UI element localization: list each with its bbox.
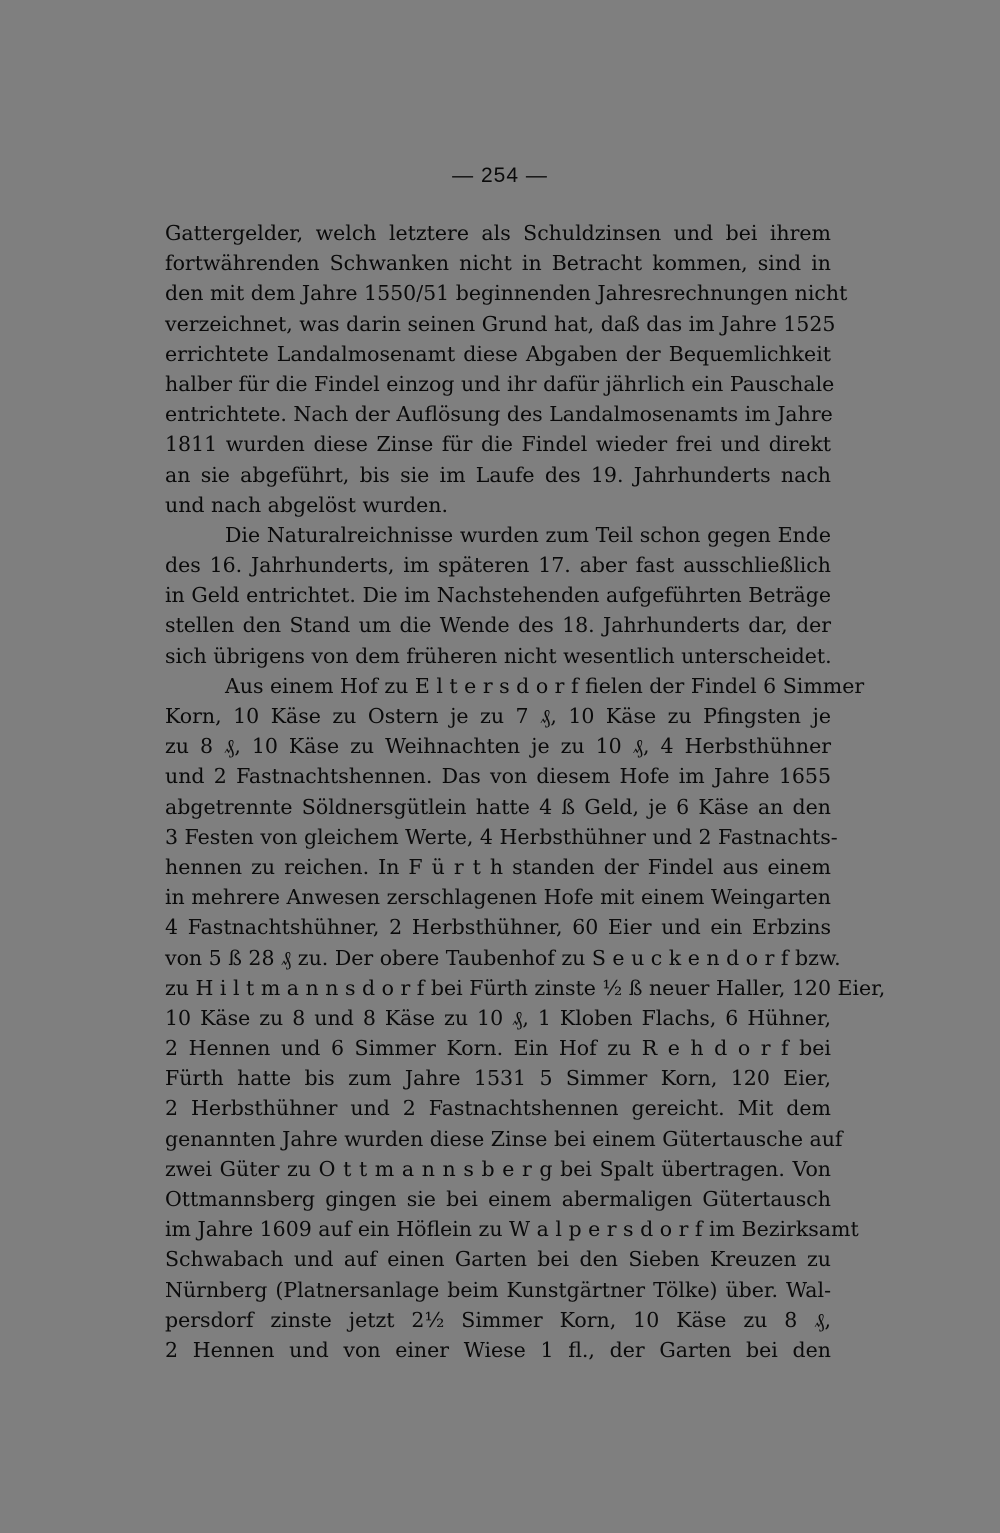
text-line: halber für die Findel einzog und ihr dafür jährlich ein Pauschale xyxy=(165,371,835,396)
text-line: Gattergelder, welch letztere als Schuldzinsen und bei ihrem xyxy=(165,221,831,245)
text-line: errichtete Landalmosenamt diese Abgaben der Bequemlichkeit xyxy=(165,341,831,366)
text-line: stellen den Stand um die Wende des 18. Jahrhunderts dar, der xyxy=(165,613,831,638)
text-line: 1811 wurden diese Zinse für die Findel wieder frei und direkt xyxy=(165,432,831,457)
text-line: im Jahre 1609 auf ein Höflein zu W a l p e r s d o r f im Bezirksamt xyxy=(165,1217,859,1242)
text-line: 4 Fastnachtshühner, 2 Herbsthühner, 60 Eier und ein Erbzins xyxy=(165,915,831,940)
page-number: — 254 — xyxy=(452,164,548,187)
text-line: den mit dem Jahre 1550/51 beginnenden Jahresrechnungen nicht xyxy=(165,281,848,306)
text-line: sich übrigens von dem früheren nicht wesentlich unterscheidet. xyxy=(165,643,832,668)
body-text xyxy=(165,218,886,1365)
text-line: des 16. Jahrhunderts, im späteren 17. aber fast ausschließlich xyxy=(165,553,831,578)
text-line: an sie abgeführt, bis sie im Laufe des 19. Jahrhunderts nach xyxy=(165,462,831,487)
text-line: zwei Güter zu O t t m a n n s b e r g bei Spalt übertragen. Von xyxy=(165,1156,831,1181)
text-line: hennen zu reichen. In F ü r t h standen der Findel aus einem xyxy=(165,854,831,879)
text-line: 2 Herbsthühner und 2 Fastnachtshennen gereicht. Mit dem xyxy=(165,1096,831,1121)
text-line: in mehrere Anwesen zerschlagenen Hofe mit einem Weingarten xyxy=(165,885,831,910)
text-line: verzeichnet, was darin seinen Grund hat, daß das im Jahre 1525 xyxy=(165,311,836,336)
text-line: und 2 Fastnachtshennen. Das von diesem Hofe im Jahre 1655 xyxy=(165,764,831,789)
text-line: 3 Festen von gleichem Werte, 4 Herbsthühner und 2 Fastnachts- xyxy=(165,824,838,849)
text-line: in Geld entrichtet. Die im Nachstehenden aufgeführten Beträge xyxy=(165,583,831,608)
text-line: Korn, 10 Käse zu Ostern je zu 7 ₰, 10 Käse zu Pfingsten je xyxy=(165,704,831,728)
text-line: Ottmannsberg gingen sie bei einem abermaligen Gütertausch xyxy=(165,1187,831,1211)
text-line: persdorf zinste jetzt 2½ Simmer Korn, 10 Käse zu 8 ₰, xyxy=(165,1307,831,1332)
text-line: Fürth hatte bis zum Jahre 1531 5 Simmer Korn, 120 Eier, xyxy=(165,1066,831,1091)
text-line: Die Naturalreichnisse wurden zum Teil schon gegen Ende xyxy=(225,522,831,547)
text-line: und nach abgelöst wurden. xyxy=(165,492,448,517)
text-line: Aus einem Hof zu E l t e r s d o r f fielen der Findel 6 Simmer xyxy=(225,673,865,698)
text-line: von 5 ß 28 ₰ zu. Der obere Taubenhof zu S e u c k e n d o r f bzw. xyxy=(165,945,841,970)
text-line: fortwährenden Schwanken nicht in Betracht kommen, sind in xyxy=(165,251,831,276)
text-line: 2 Hennen und von einer Wiese 1 fl., der Garten bei den xyxy=(165,1337,831,1362)
text-line: abgetrennte Söldnersgütlein hatte 4 ß Geld, je 6 Käse an den xyxy=(165,794,831,819)
text-line: genannten Jahre wurden diese Zinse bei einem Gütertausche auf xyxy=(165,1126,843,1151)
text-line: 10 Käse zu 8 und 8 Käse zu 10 ₰, 1 Kloben Flachs, 6 Hühner, xyxy=(165,1005,831,1030)
text-line: zu H i l t m a n n s d o r f bei Fürth zinste ½ ß neuer Haller, 120 Eier, xyxy=(165,975,886,1000)
text-line: 2 Hennen und 6 Simmer Korn. Ein Hof zu R e h d o r f bei xyxy=(165,1036,831,1061)
text-line: entrichtete. Nach der Auflösung des Landalmosenamts im Jahre xyxy=(165,402,833,427)
text-line: Nürnberg (Platnersanlage beim Kunstgärtner Tölke) über. Wal- xyxy=(165,1277,831,1302)
text-line: Schwabach und auf einen Garten bei den Sieben Kreuzen zu xyxy=(165,1247,831,1272)
text-line: zu 8 ₰, 10 Käse zu Weihnachten je zu 10 ₰, 4 Herbsthühner xyxy=(165,734,831,759)
